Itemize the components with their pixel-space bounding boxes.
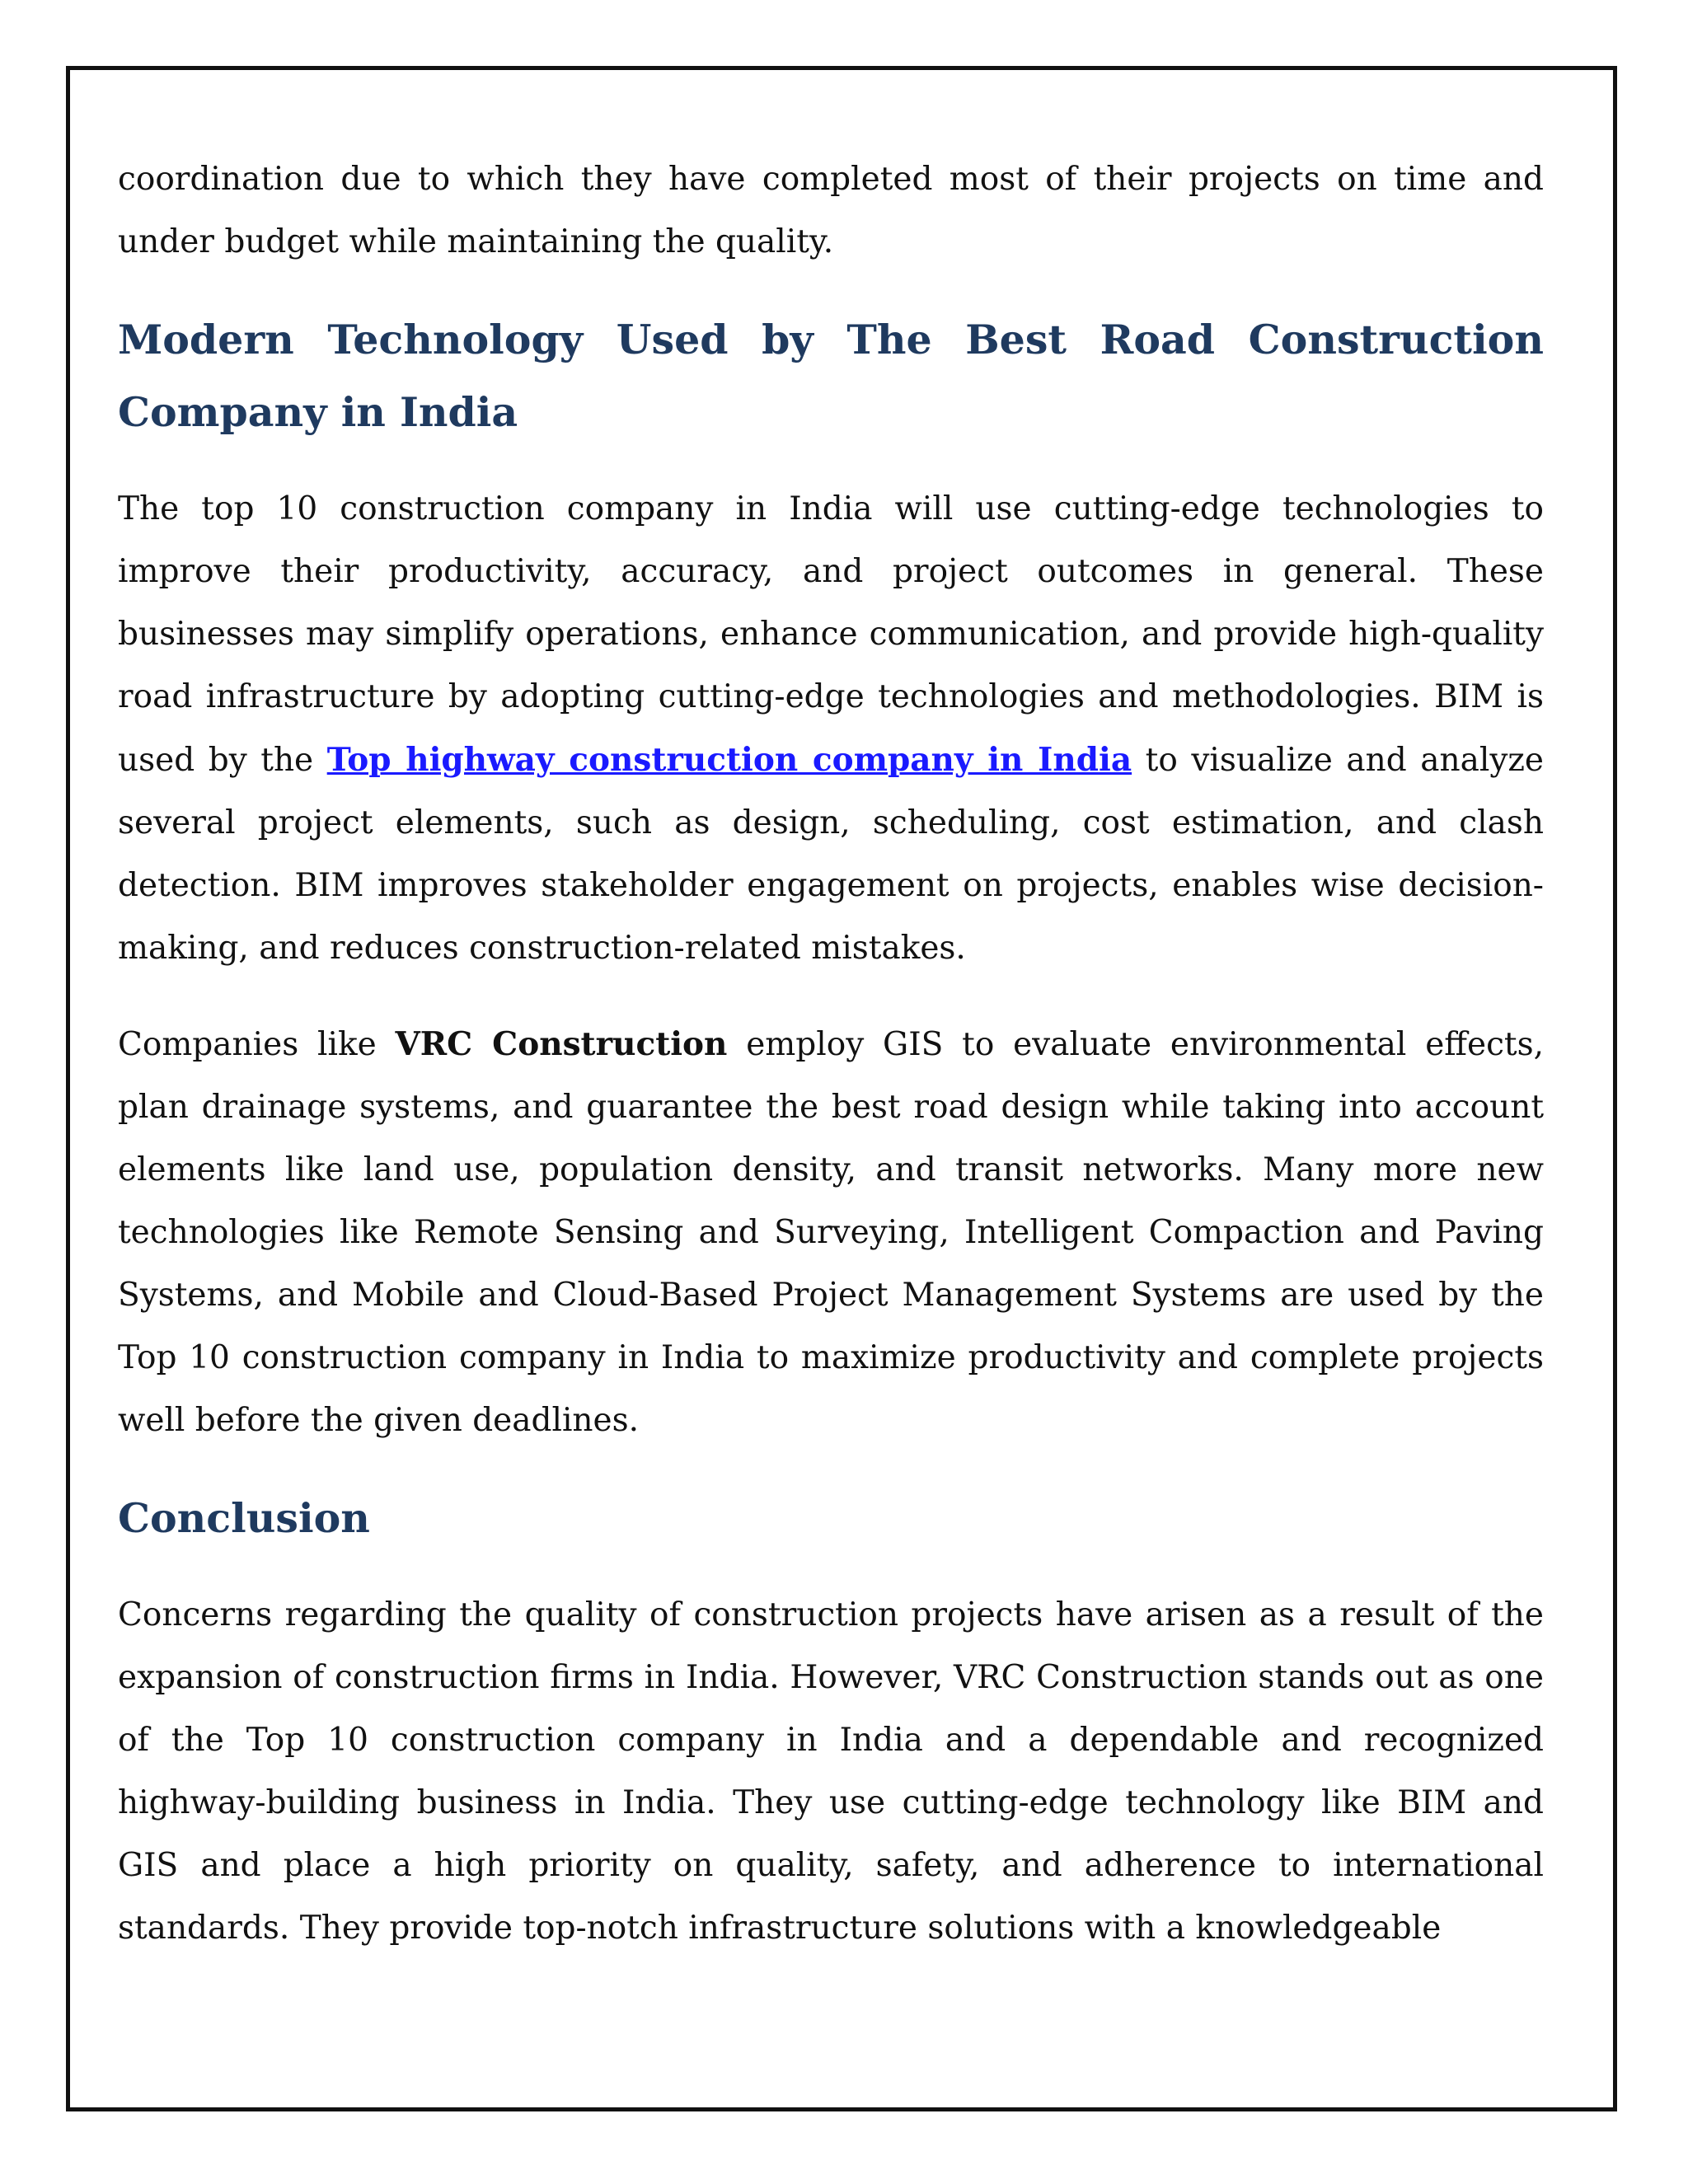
paragraph-text: Concerns regarding the quality of construction projects have arisen as a result of the expansion of construction firms in India. However, VRC Construction stands out as one of the Top 10 construction company in India and a dependable and recognized highway-building business in India. They use cutting-edge technology like BIM and GIS and place a high priority on quality, safety, and adherence to international standards. They provide top-notch infrastructure solutions with a knowledgeable — [118, 1596, 1544, 1947]
paragraph-gis — [118, 1013, 1544, 1452]
paragraph-text-after-link: to visualize and analyze several project elements, such as design, scheduling, cost estimation, and clash detection. BIM improves stakeholder engagement on projects, enables wise decision-making, and reduces construction-related mistakes. — [118, 742, 1544, 967]
paragraph-text: coordination due to which they have completed most of their projects on time and under budget while maintaining the quality. — [118, 161, 1544, 260]
paragraph-intro-continuation — [118, 148, 1544, 274]
paragraph-text-after-bold: employ GIS to evaluate environmental effects, plan drainage systems, and guarantee the best road design while taking into account elements like land use, population density, and transit networks. Many more new technologies like Remote Sensing and Surveying, Intelligent Compaction and Paving Systems, and Mobile and Cloud-Based Project Management Systems are used by the Top 10 construction company in India to maximize productivity and complete projects well before the given deadlines. — [118, 1026, 1544, 1439]
highway-company-link[interactable]: Top highway construction company in India — [326, 741, 1132, 779]
paragraph-text-before-link: The top 10 construction company in India will use cutting-edge technologies to improve their productivity, accuracy, and project outcomes in general. These businesses may simplify operations, enhance communication, and provide high-quality road infrastructure by adopting cutting-edge technologies and methodologies. BIM is used by the — [118, 490, 1544, 779]
paragraph-conclusion — [118, 1584, 1544, 1960]
company-name-bold: VRC Construction — [395, 1025, 728, 1063]
heading-modern-technology: Modern Technology Used by The Best Road Construction Company in India — [118, 316, 1544, 436]
paragraph-text-before-bold: Companies like — [118, 1026, 396, 1063]
heading-conclusion: Conclusion — [118, 1494, 370, 1542]
paragraph-technologies — [118, 478, 1544, 980]
document-body — [118, 148, 1544, 1960]
